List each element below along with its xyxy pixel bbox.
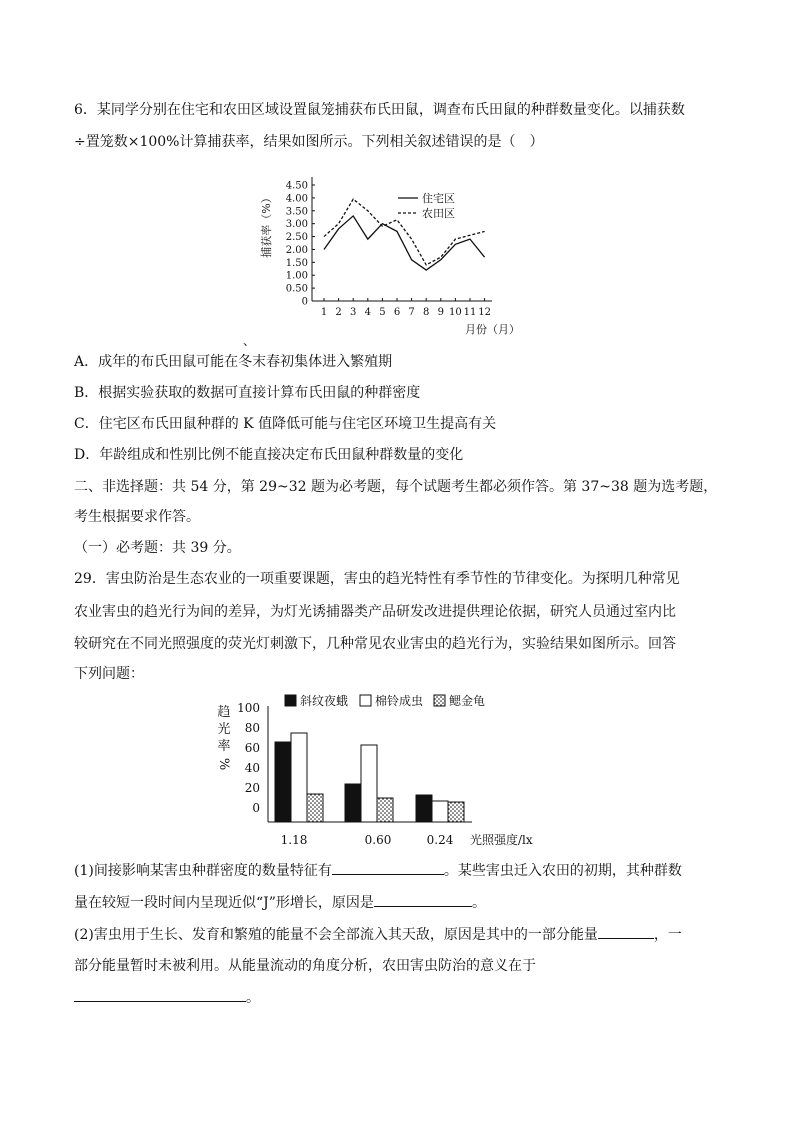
answer-blank-2[interactable] (374, 892, 472, 907)
line-chart-x-tick-label: 9 (437, 307, 444, 318)
line-chart-x-tick-label: 6 (393, 307, 401, 318)
section2-sub: （一）必考题：共 39 分。 (74, 540, 241, 556)
bar-chart-y-tick-label: 20 (244, 781, 260, 795)
line-chart-x-tick-label: 3 (350, 307, 357, 318)
bar-chart-y-tick-label: 40 (244, 761, 260, 775)
bar-chart-y-tick-label: 100 (237, 701, 260, 715)
line-chart-y-tick-label: 0.50 (285, 283, 308, 295)
line-chart-ylabel: 捕获率（%） (260, 192, 273, 258)
bar-chafer (377, 798, 393, 822)
bar-chafer (448, 802, 464, 822)
q29-part2-text-d: 。 (246, 990, 260, 1006)
q29-stem-line-3: 较研究在不同光照强度的荧光灯刺激下，几种常见农业害虫的趋光行为，实验结果如图所示。回答 (74, 636, 676, 652)
line-chart-legend (398, 192, 455, 220)
q6-option-b: B．根据实验获取的数据可直接计算布氏田鼠的种群密度 (74, 385, 421, 401)
legend-residential: 住宅区 (422, 192, 455, 205)
line-chart-x-tick-label: 2 (335, 307, 342, 318)
q29-part2-text-a: (2)害虫用于生长、发育和繁殖的能量不会全部流入其天敌，原因是其中的一部分能量 (74, 927, 598, 943)
bar-chart-ylabel-char: % (216, 757, 231, 771)
bar-chart-ylabel-char: 趋 (217, 705, 231, 720)
bar-bollworm (361, 745, 377, 822)
line-chart-y-tick-label: 1.00 (285, 270, 308, 282)
q29-stem-line-2: 农业害虫的趋光行为间的差异，为灯光诱捕器类产品研发改进提供理论依据，研究人员通过室内比 (74, 604, 676, 620)
bar-chart-y-tick-label: 80 (244, 721, 260, 735)
stray-mark: 、 (243, 334, 256, 348)
bar-chart-ylabel-char: 率 (217, 739, 231, 754)
bar-chart-category-label: 1.18 (280, 833, 308, 847)
answer-blank-3[interactable] (598, 924, 654, 939)
bar-chart-category-label: 0.60 (364, 833, 392, 847)
answer-blank-4[interactable] (74, 987, 246, 1002)
line-chart-x-tick-label: 4 (364, 307, 371, 318)
line-chart-x-tick-label: 1 (320, 307, 328, 318)
q29-part1-text-c: 量在较短一段时间内呈现近似“J”形增长，原因是 (74, 895, 374, 911)
q29-part1-text-d: 。 (471, 895, 486, 911)
bar-chart-legend (285, 693, 485, 708)
q6-option-d: D．年龄组成和性别比例不能直接决定布氏田鼠种群数量的变化 (74, 447, 464, 463)
legend-chafer: 鳃金龟 (449, 694, 486, 708)
q29-stem-line-1: 29．害虫防治是生态农业的一项重要课题，害虫的趋光特性有季节性的节律变化。为探明几种常见 (74, 571, 680, 587)
q29-part1-line-2 (74, 892, 486, 913)
bar-spodoptera (275, 742, 291, 822)
bar-bollworm (291, 733, 307, 822)
line-chart-y-tick-label: 4.50 (285, 180, 308, 192)
legend-swatch-spodoptera (285, 695, 296, 706)
line-chart-x-tick-label: 8 (423, 307, 430, 318)
legend-swatch-chafer (434, 695, 445, 706)
q29-part2-text-b: ，一 (653, 927, 682, 943)
bar-chart-category-label: 0.24 (426, 833, 454, 847)
q29-stem-line-4: 下列问题： (74, 666, 144, 682)
bar-spodoptera (416, 795, 432, 822)
legend-swatch-bollworm (360, 695, 371, 706)
line-chart-y-tick-label: 0 (301, 296, 308, 308)
q29-part1-text-a: (1)间接影响某害虫种群密度的数量特征有 (74, 863, 332, 879)
bar-chart-y-tick-label: 60 (244, 741, 260, 755)
line-chart-x-tick-label: 5 (379, 307, 386, 318)
legend-farmland: 农田区 (422, 207, 455, 220)
bar-chart-y-tick-label: 0 (252, 801, 260, 815)
q6-stem-line-1: 6．某同学分别在住宅和农田区域设置鼠笼捕获布氏田鼠，调查布氏田鼠的种群数量变化。以捕获数 (74, 102, 685, 118)
legend-bollworm: 棉铃成虫 (375, 694, 424, 708)
section2-line-2: 考生根据要求作答。 (74, 509, 200, 525)
line-chart-y-tick-label: 3.00 (285, 219, 308, 231)
line-chart-y-tick-label: 2.50 (285, 232, 308, 244)
series-residential-line (324, 216, 485, 270)
line-chart-x-tick-label: 12 (478, 307, 491, 318)
line-chart-x-tick-label: 11 (463, 307, 477, 318)
line-chart-y-tick-label: 3.50 (285, 206, 308, 218)
line-chart-y-tick-label: 1.50 (285, 257, 308, 269)
line-chart-y-tick-label: 2.00 (285, 244, 308, 256)
bar-bollworm (432, 801, 448, 822)
series-farmland-line (324, 199, 485, 265)
line-chart-x-tick-label: 7 (408, 307, 415, 318)
q29-part1-line-1 (74, 860, 682, 881)
bar-spodoptera (345, 784, 361, 822)
bar-chafer (307, 794, 323, 822)
phototaxis-bar-chart (200, 688, 533, 853)
line-chart-x-tick-label: 10 (449, 307, 462, 318)
q29-part1-text-b: 。某些害虫迁入农田的初期，其种群数 (443, 863, 682, 879)
answer-blank-1[interactable] (332, 860, 444, 875)
bar-chart-ylabel (216, 704, 231, 770)
q29-part2-line-1 (74, 924, 682, 945)
q29-part2-line-3 (74, 987, 260, 1008)
q6-stem-line-2: ÷置笼数×100%计算捕获率，结果如图所示。下列相关叙述错误的是（ ） (74, 134, 544, 150)
bar-chart-ylabel-char: 光 (217, 722, 231, 737)
line-chart-xlabel: 月份（月） (465, 323, 520, 336)
q29-part2-line-2: 部分能量暂时未被利用。从能量流动的角度分析，农田害虫防治的意义在于 (74, 958, 536, 974)
line-chart-y-tick-label: 4.00 (285, 193, 308, 205)
legend-spodoptera: 斜纹夜蛾 (300, 694, 349, 708)
q6-option-c: C．住宅区布氏田鼠种群的 K 值降低可能与住宅区环境卫生提高有关 (74, 416, 497, 432)
section2-line-1: 二、非选择题：共 54 分，第 29~32 题为必考题，每个试题考生都必须作答。第 37~38 题为选考题， (74, 479, 718, 495)
bar-chart-xlabel: 光照强度/lx (470, 833, 533, 847)
q6-option-a: A．成年的布氏田鼠可能在冬末春初集体进入繁殖期 (74, 354, 393, 370)
capture-rate-line-chart (243, 165, 520, 350)
